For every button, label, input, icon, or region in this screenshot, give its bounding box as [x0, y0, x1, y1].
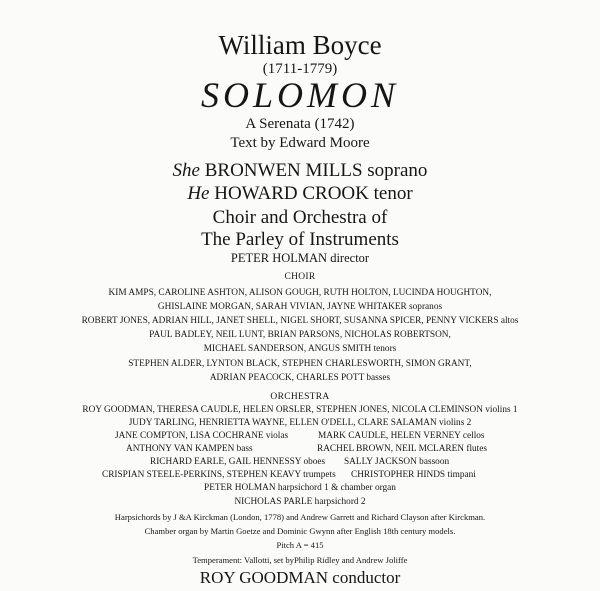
orchestra-harpsichord-1: PETER HOLMAN harpsichord 1 & chamber organ	[204, 483, 396, 493]
soloist-performer: BRONWEN MILLS soprano	[204, 160, 428, 181]
orchestra-row	[0, 445, 600, 457]
choir-line: PAUL BADLEY, NEIL LUNT, BRIAN PARSONS, NICHOLAS ROBERTSON,	[149, 330, 451, 340]
orchestra-oboes: RICHARD EARLE, GAIL HENNESSY oboes	[150, 457, 326, 467]
orchestra-harpsichord-2: NICHOLAS PARLE harpsichord 2	[234, 497, 366, 507]
choir-line: KIM AMPS, CAROLINE ASHTON, ALISON GOUGH, RUTH HOLTON, LUCINDA HOUGHTON,	[108, 288, 492, 298]
orchestra-row	[0, 471, 600, 483]
choir-line: MICHAEL SANDERSON, ANGUS SMITH tenors	[203, 344, 397, 354]
instrument-note: Harpsichords by J &A Kirckman (London, 1778) and Andrew Garrett and Richard Clayson after Kirckman.	[114, 512, 486, 522]
orchestra-violins-1: ROY GOODMAN, THERESA CAUDLE, HELEN ORSLER, STEPHEN JONES, NICOLA CLEMINSON violins 1	[82, 405, 518, 415]
soloist-she	[0, 161, 600, 180]
orchestra-flutes: RACHEL BROWN, NEIL MCLAREN flutes	[317, 444, 487, 454]
soloist-role: He	[187, 183, 210, 204]
conductor-credit: ROY GOODMAN conductor	[199, 568, 401, 587]
work-title: SOLOMON	[200, 75, 399, 115]
composer-dates: (1711-1779)	[262, 61, 338, 77]
work-subtitle: A Serenata (1742)	[245, 116, 355, 132]
soloist-performer: HOWARD CROOK tenor	[214, 183, 413, 204]
orchestra-heading: ORCHESTRA	[270, 392, 330, 402]
orchestra-bass: ANTHONY VAN KAMPEN bass	[126, 444, 253, 454]
orchestra-violas: JANE COMPTON, LISA COCHRANE violas	[115, 431, 289, 441]
choir-line: ADRIAN PEACOCK, CHARLES POTT basses	[209, 373, 391, 383]
composer-name: William Boyce	[218, 30, 382, 60]
temperament-note: Temperament: Vallotti, set byPhilip Ridley and Andrew Joliffe	[192, 555, 408, 565]
choir-line: GHISLAINE MORGAN, SARAH VIVIAN, JAYNE WHITAKER sopranos	[157, 302, 443, 312]
ensemble-director: PETER HOLMAN director	[230, 251, 370, 265]
ensemble-line-2: The Parley of Instruments	[201, 229, 399, 250]
choir-heading: CHOIR	[284, 272, 316, 282]
pitch-note: Pitch A = 415	[276, 540, 324, 550]
orchestra-bassoon: SALLY JACKSON bassoon	[344, 457, 450, 467]
orchestra-row	[0, 458, 600, 470]
choir-line: ROBERT JONES, ADRIAN HILL, JANET SHELL, NIGEL SHORT, SUSANNA SPICER, PENNY VICKERS altos	[81, 316, 519, 326]
orchestra-trumpets: CRISPIAN STEELE-PERKINS, STEPHEN KEAVY trumpets	[102, 470, 336, 480]
instrument-note: Chamber organ by Martin Goetze and Dominic Gwynn after English 18th century models.	[144, 526, 456, 536]
ensemble-line-1: Choir and Orchestra of	[212, 207, 388, 228]
orchestra-cellos: MARK CAUDLE, HELEN VERNEY cellos	[318, 431, 485, 441]
orchestra-violins-2: JUDY TARLING, HENRIETTA WAYNE, ELLEN O'DELL, CLARE SALAMAN violins 2	[128, 418, 472, 428]
soloist-he	[0, 184, 600, 203]
choir-line: STEPHEN ALDER, LYNTON BLACK, STEPHEN CHARLESWORTH, SIMON GRANT,	[128, 359, 472, 369]
orchestra-row	[0, 432, 600, 444]
soloist-role: She	[172, 160, 200, 181]
orchestra-timpani: CHRISTOPHER HINDS timpani	[351, 470, 476, 480]
librettist-credit: Text by Edward Moore	[230, 135, 370, 151]
